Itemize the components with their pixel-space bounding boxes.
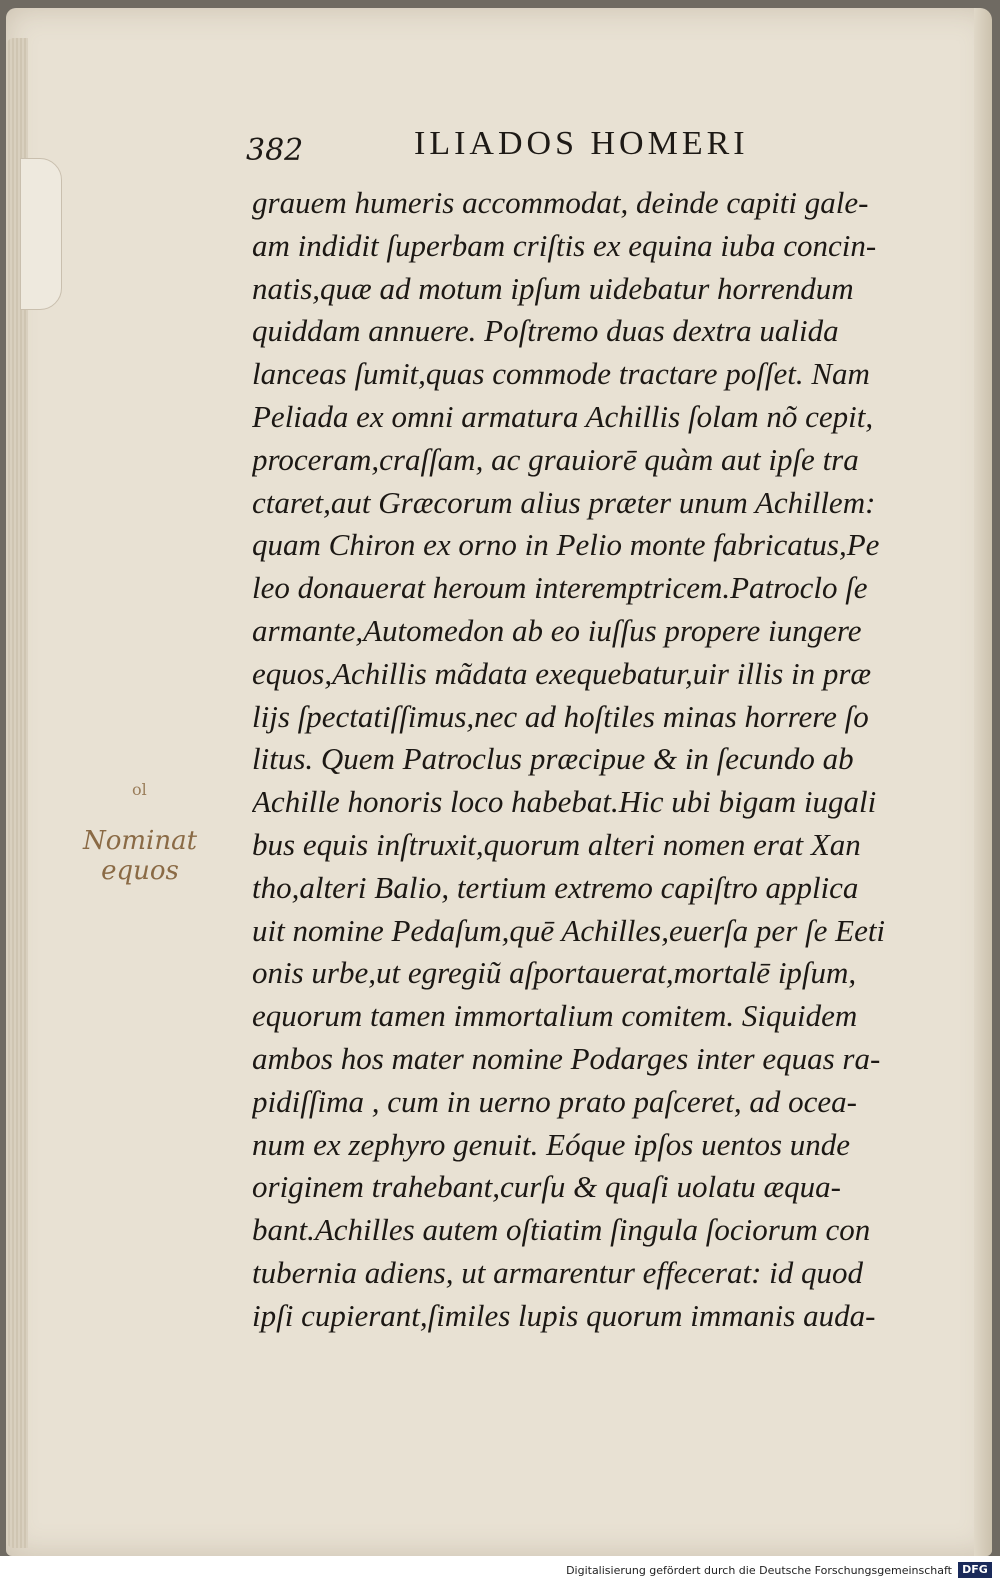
running-title: ILIADOS HOMERI — [414, 125, 749, 162]
text-line: ipſi cupierant,ſimiles lupis quorum immanis auda- — [252, 1297, 876, 1333]
text-line: originem trahebant,curſu & quaſi uolatu æqua- — [252, 1169, 841, 1205]
text-line: ctaret,aut Græcorum alius præter unum Achillem: — [252, 484, 876, 520]
text-line: tubernia adiens, ut armarentur effecerat: id quod — [252, 1254, 864, 1290]
page-right-edge — [974, 8, 992, 1556]
text-line: bus equis inſtruxit,quorum alteri nomen erat Xan — [252, 826, 861, 862]
text-line: armante,Automedon ab eo iuſſus propere iungere — [252, 612, 862, 648]
text-line: pidiſſima , cum in uerno prato paſceret, ad ocea- — [252, 1083, 857, 1119]
marginal-note-line: equos — [101, 856, 179, 886]
marginal-mark: ol — [132, 780, 147, 799]
text-line: ambos hos mater nomine Podarges inter equas ra- — [252, 1040, 881, 1076]
page-clip — [20, 158, 62, 310]
text-line: uit nomine Pedaſum,quē Achilles,euerſa per ſe Eeti — [252, 912, 886, 948]
text-line: am indidit ſuperbam criſtis ex equina iuba concin- — [252, 227, 877, 263]
dfg-logo: DFG — [958, 1562, 992, 1578]
text-line: equorum tamen immortalium comitem. Siquidem — [252, 998, 858, 1034]
body-text — [252, 182, 928, 1338]
text-line: lanceas ſumit,quas commode tractare poſſet. Nam — [252, 356, 870, 392]
text-line: bant.Achilles autem oſtiatim ſingula ſociorum con — [252, 1212, 871, 1248]
marginal-note — [55, 826, 225, 886]
text-line: quam Chiron ex orno in Pelio monte fabricatus,Pe — [252, 527, 880, 563]
text-line: Achille honoris loco habebat.Hic ubi bigam iugali — [252, 784, 877, 820]
text-line: num ex zephyro genuit. Eóque ipſos uentos unde — [252, 1126, 851, 1162]
text-line: quiddam annuere. Poſtremo duas dextra ualida — [252, 313, 839, 349]
funding-credit: Digitalisierung gefördert durch die Deutsche Forschungsgemeinschaft — [566, 1564, 952, 1577]
text-line: grauem humeris accommodat, deinde capiti gale- — [252, 185, 869, 220]
page-header — [246, 125, 926, 168]
text-line: litus. Quem Patroclus præcipue & in ſecundo ab — [252, 741, 854, 777]
text-line: natis,quæ ad motum ipſum uidebatur horrendum — [252, 270, 854, 306]
text-line: Peliada ex omni armatura Achillis ſolam nõ cepit, — [252, 398, 874, 434]
text-line: lijs ſpectatiſſimus,nec ad hoſtiles minas horrere ſo — [252, 698, 869, 734]
text-line: equos,Achillis mãdata exequebatur,uir illis in præ — [252, 655, 872, 691]
marginal-note-line: Nominat — [82, 826, 198, 856]
text-line: leo donauerat heroum interemptricem.Patroclo ſe — [252, 570, 868, 606]
page-number: 382 — [246, 133, 304, 168]
text-line: proceram,craſſam, ac grauiorē quàm aut ipſe tra — [252, 441, 859, 477]
text-line: onis urbe,ut egregiũ aſportauerat,mortalē ipſum, — [252, 955, 857, 991]
footer-bar — [0, 1556, 1000, 1586]
text-line: tho,alteri Balio, tertium extremo capiſtro applica — [252, 869, 859, 905]
